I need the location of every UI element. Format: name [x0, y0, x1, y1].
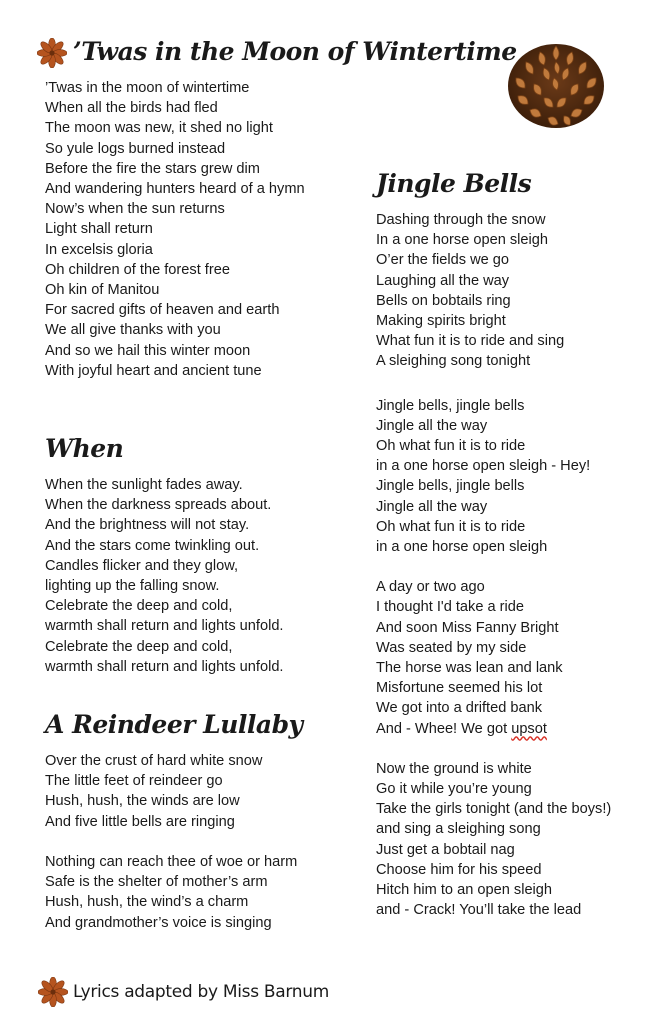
lyric-line: Hush, hush, the winds are low	[45, 793, 240, 810]
lyric-line: A day or two ago	[376, 579, 485, 596]
lyric-line: warmth shall return and lights unfold.	[45, 618, 284, 635]
lyric-line: And - Whee! We got upsot	[376, 720, 547, 737]
lyric-line: The little feet of reindeer go	[45, 773, 223, 790]
lyric-line: Jingle all the way	[376, 498, 488, 515]
lyric-line: And grandmother’s voice is singing	[45, 914, 272, 931]
lyric-line: Jingle bells, jingle bells	[376, 397, 525, 414]
footer-credit: Lyrics adapted by Miss Barnum	[73, 982, 329, 1002]
lyric-line: And wandering hunters heard of a hymn	[45, 181, 305, 198]
lyric-line: Oh what fun it is to ride	[376, 518, 526, 535]
song-lyrics	[45, 751, 355, 933]
song-title: Jingle Bells	[376, 169, 532, 198]
lyric-line: O’er the fields we go	[376, 252, 510, 269]
lyric-line: Oh what fun it is to ride	[376, 438, 526, 455]
lyric-line: When the sunlight fades away.	[45, 477, 243, 494]
lyric-line: Laughing all the way	[376, 272, 510, 289]
lyric-line: And the stars come twinkling out.	[45, 537, 260, 554]
lyric-line: In a one horse open sleigh	[376, 232, 549, 249]
lyric-line: I thought I'd take a ride	[376, 599, 525, 616]
lyric-line: Candles flicker and they glow,	[45, 557, 239, 574]
lyric-line: The horse was lean and lank	[376, 660, 563, 677]
lyric-line: The moon was new, it shed no light	[45, 120, 273, 137]
lyric-line: With joyful heart and ancient tune	[45, 362, 262, 379]
right-column	[376, 168, 646, 921]
song-lyrics	[45, 475, 355, 677]
lyric-line: We all give thanks with you	[45, 322, 221, 339]
lyric-line: Jingle bells, jingle bells	[376, 478, 525, 495]
stanza-gap	[376, 739, 646, 759]
lyric-line: In excelsis gloria	[45, 241, 153, 258]
pinecone-icon	[504, 40, 608, 130]
lyric-line: Now’s when the sun returns	[45, 201, 225, 218]
lyric-line: When the darkness spreads about.	[45, 497, 272, 514]
lyric-line: So yule logs burned instead	[45, 140, 226, 157]
lyric-line: Take the girls tonight (and the boys!)	[376, 801, 612, 818]
lyric-line: When all the birds had fled	[45, 100, 218, 117]
lyric-line: Hitch him to an open sleigh	[376, 882, 553, 899]
spellcheck-underline: upsot	[511, 720, 547, 737]
star-anise-icon	[38, 977, 68, 1007]
lyric-line: in a one horse open sleigh	[376, 539, 548, 556]
lyric-line: And the brightness will not stay.	[45, 517, 250, 534]
song-title: ’Twas in the Moon of Wintertime	[73, 37, 517, 66]
lyric-line: Just get a bobtail nag	[376, 841, 515, 858]
lyric-line: A sleighing song tonight	[376, 353, 531, 370]
lyric-line: Now the ground is white	[376, 760, 532, 777]
lyric-line: and - Crack! You’ll take the lead	[376, 902, 582, 919]
stanza-gap	[376, 557, 646, 577]
lyric-line: We got into a drifted bank	[376, 700, 543, 717]
lyric-line: Bells on bobtails ring	[376, 292, 511, 309]
lyric-line: ’Twas in the moon of wintertime	[45, 80, 250, 96]
lyric-line: Oh kin of Manitou	[45, 282, 160, 299]
lyric-line: Safe is the shelter of mother’s arm	[45, 874, 268, 891]
song-reindeer-lullaby	[45, 709, 355, 933]
lyric-line: Hush, hush, the wind’s a charm	[45, 894, 249, 911]
lyric-line: Choose him for his speed	[376, 861, 542, 878]
lyric-line: Celebrate the deep and cold,	[45, 638, 233, 655]
lyric-line: And five little bells are ringing	[45, 813, 235, 830]
lyric-line: Celebrate the deep and cold,	[45, 598, 233, 615]
lyric-line: Go it while you’re young	[376, 781, 532, 798]
lyric-line: Over the crust of hard white snow	[45, 753, 263, 770]
song-lyrics	[376, 210, 646, 921]
lyric-line: Making spirits bright	[376, 313, 506, 330]
song-title: A Reindeer Lullaby	[45, 710, 303, 740]
lyric-line: For sacred gifts of heaven and earth	[45, 302, 280, 319]
lyric-line: Jingle all the way	[376, 417, 488, 434]
song-lyrics	[45, 78, 355, 381]
lyric-line: Before the fire the stars grew dim	[45, 160, 260, 177]
lyric-line: And soon Miss Fanny Bright	[376, 619, 559, 636]
lyric-line: and sing a sleighing song	[376, 821, 541, 838]
stanza-gap	[45, 832, 355, 852]
lyric-line: What fun it is to ride and sing	[376, 333, 565, 350]
lyric-line: Oh children of the forest free	[45, 261, 230, 278]
lyric-line: Dashing through the snow	[376, 212, 546, 228]
song-title: When	[45, 434, 124, 464]
song-jingle-bells	[376, 168, 646, 921]
lyric-line: Misfortune seemed his lot	[376, 680, 543, 697]
stanza-gap	[376, 372, 646, 396]
lyric-line: in a one horse open sleigh - Hey!	[376, 458, 591, 475]
lyric-line: lighting up the falling snow.	[45, 578, 220, 595]
lyric-line: And so we hail this winter moon	[45, 342, 251, 359]
song-when	[45, 433, 355, 677]
lyric-line: Was seated by my side	[376, 639, 527, 656]
lyric-line: warmth shall return and lights unfold.	[45, 658, 284, 675]
lyric-line: Nothing can reach thee of woe or harm	[45, 853, 298, 870]
lyric-line: Light shall return	[45, 221, 153, 238]
